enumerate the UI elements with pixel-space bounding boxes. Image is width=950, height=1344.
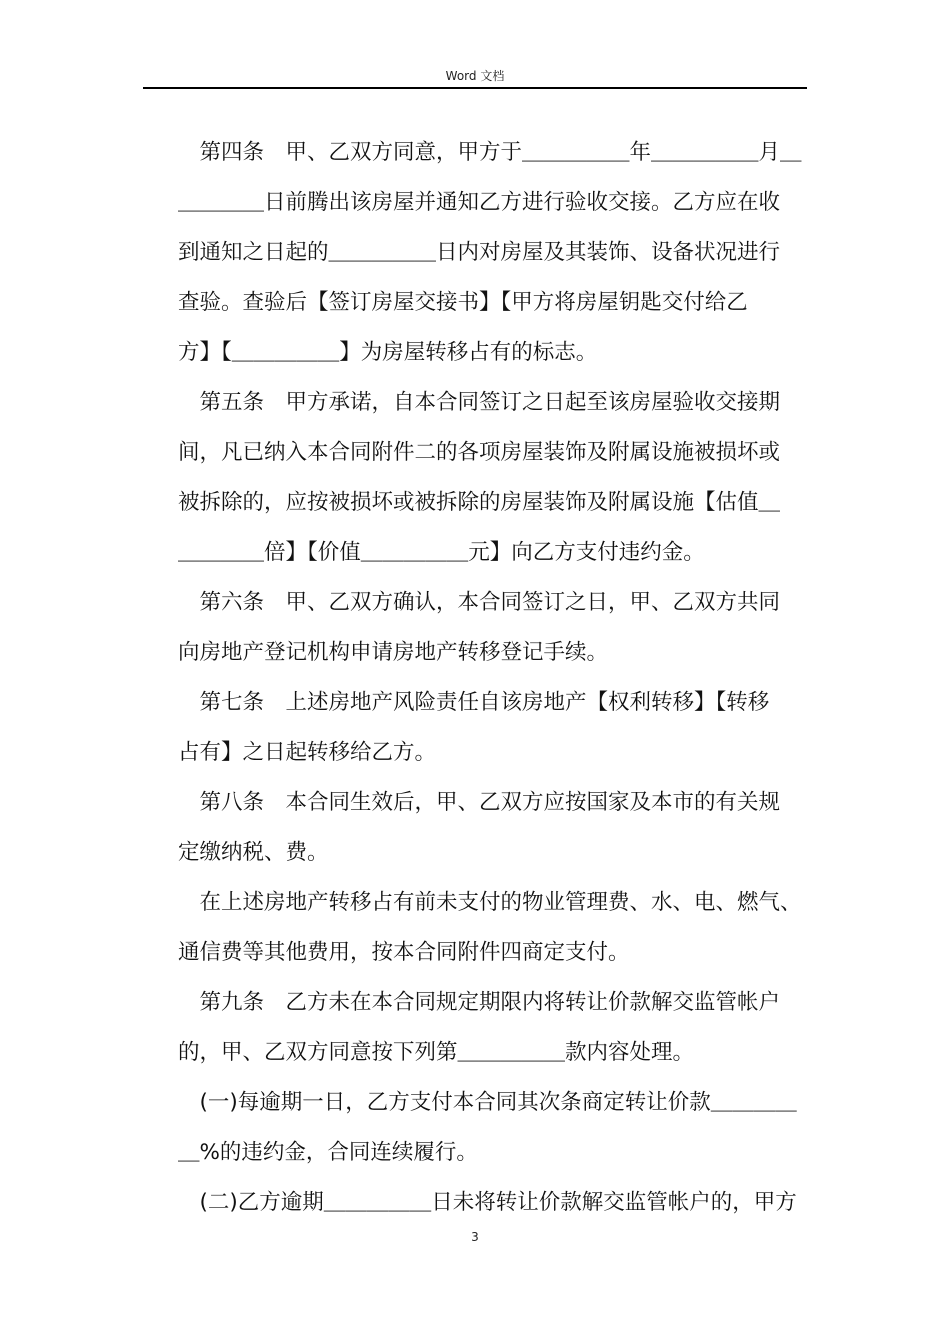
- text-line-7: 间，凡已纳入本合同附件二的各项房屋装饰及附属设施被损坏或: [178, 440, 781, 465]
- page-number: 3: [471, 1230, 479, 1244]
- text-line-15: 定缴纳税、费。: [178, 840, 329, 865]
- text-line-6: 第五条 甲方承诺，自本合同签订之日起至该房屋验收交接期: [178, 390, 781, 415]
- text-line-11: 向房地产登记机构申请房地产转移登记手续。: [178, 640, 609, 665]
- text-line-3: 到通知之日起的＿＿＿＿＿日内对房屋及其装饰、设备状况进行: [178, 240, 781, 265]
- text-line-10: 第六条 甲、乙双方确认，本合同签订之日，甲、乙双方共同: [178, 590, 781, 615]
- text-line-14: 第八条 本合同生效后，甲、乙双方应按国家及本市的有关规: [178, 790, 781, 815]
- text-line-12: 第七条 上述房地产风险责任自该房地产【权利转移】【转移: [178, 690, 770, 715]
- text-line-19: 的，甲、乙双方同意按下列第＿＿＿＿＿款内容处理。: [178, 1040, 695, 1065]
- text-line-4: 查验。查验后【签订房屋交接书】【甲方将房屋钥匙交付给乙: [178, 290, 748, 315]
- text-line-13: 占有】之日起转移给乙方。: [178, 740, 437, 765]
- text-line-17: 通信费等其他费用，按本合同附件四商定支付。: [178, 940, 630, 965]
- text-line-8: 被拆除的，应按被损坏或被拆除的房屋装饰及附属设施【估值＿: [178, 490, 781, 515]
- text-line-5: 方】【＿＿＿＿＿】为房屋转移占有的标志。: [178, 340, 598, 365]
- text-line-9: ＿＿＿＿倍】【价值＿＿＿＿＿元】向乙方支付违约金。: [178, 540, 705, 565]
- document-body: [178, 128, 810, 1228]
- page-header: Word 文档: [445, 69, 505, 83]
- text-line-22: (二)乙方逾期＿＿＿＿＿日未将转让价款解交监管帐户的，甲方: [178, 1190, 797, 1215]
- text-line-18: 第九条 乙方未在本合同规定期限内将转让价款解交监管帐户: [178, 990, 781, 1015]
- text-line-1: 第四条 甲、乙双方同意，甲方于＿＿＿＿＿年＿＿＿＿＿月＿: [178, 140, 802, 165]
- text-line-21: ＿%的违约金，合同连续履行。: [178, 1140, 478, 1165]
- header-divider: [143, 87, 807, 89]
- text-line-16: 在上述房地产转移占有前未支付的物业管理费、水、电、燃气、: [178, 890, 802, 915]
- text-line-2: ＿＿＿＿日前腾出该房屋并通知乙方进行验收交接。乙方应在收: [178, 190, 781, 215]
- text-line-20: (一)每逾期一日，乙方支付本合同其次条商定转让价款＿＿＿＿: [178, 1090, 797, 1115]
